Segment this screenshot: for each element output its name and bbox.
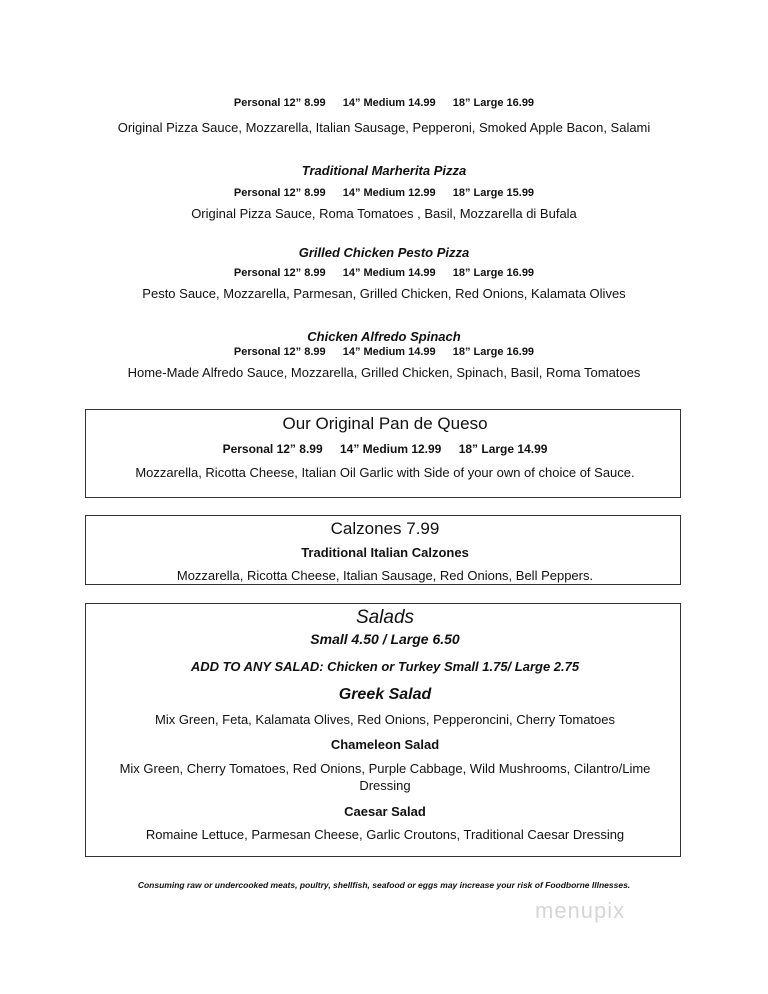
pizza-1-prices	[0, 97, 768, 109]
pizza-2-description: Original Pizza Sauce, Roma Tomatoes , Basil, Mozzarella di Bufala	[191, 206, 577, 221]
greek-salad-description: Mix Green, Feta, Kalamata Olives, Red Onions, Pepperoncini, Cherry Tomatoes	[154, 712, 616, 727]
calzones-description: Mozzarella, Ricotta Cheese, Italian Sausage, Red Onions, Bell Peppers.	[176, 568, 594, 583]
pan-de-queso-prices	[1, 442, 768, 456]
price-large: 18” Large 15.99	[452, 187, 535, 199]
caesar-salad-title: Caesar Salad	[344, 804, 426, 819]
price-large: 18” Large 16.99	[452, 97, 535, 109]
menupix-watermark: menupix	[535, 898, 626, 923]
calzones-subtitle: Traditional Italian Calzones	[301, 545, 469, 560]
pizza-3-title: Grilled Chicken Pesto Pizza	[298, 245, 470, 260]
price-personal: Personal 12” 8.99	[233, 97, 326, 109]
salads-section	[85, 603, 681, 857]
price-personal: Personal 12” 8.99	[222, 442, 323, 456]
price-medium: 14” Medium 14.99	[342, 97, 436, 109]
chameleon-salad-title: Chameleon Salad	[330, 737, 440, 752]
calzones-section	[85, 515, 681, 585]
price-medium: 14” Medium 14.99	[342, 267, 436, 279]
pizza-1-description: Original Pizza Sauce, Mozzarella, Italian Sausage, Pepperoni, Smoked Apple Bacon, Salami	[117, 120, 651, 135]
calzones-title: Calzones 7.99	[330, 519, 440, 538]
price-large: 18” Large 16.99	[452, 267, 535, 279]
pizza-3-prices	[0, 267, 768, 279]
price-personal: Personal 12” 8.99	[233, 187, 326, 199]
pizza-2-prices	[0, 187, 768, 199]
pizza-4-title: Chicken Alfredo Spinach	[307, 329, 461, 344]
greek-salad-title: Greek Salad	[338, 686, 432, 703]
caesar-salad-description: Romaine Lettuce, Parmesan Cheese, Garlic Croutons, Traditional Caesar Dressing	[145, 827, 625, 842]
pizza-2-title: Traditional Marherita Pizza	[301, 163, 467, 178]
price-medium: 14” Medium 14.99	[342, 346, 436, 358]
price-large: 18” Large 14.99	[458, 442, 548, 456]
pan-de-queso-description: Mozzarella, Ricotta Cheese, Italian Oil Garlic with Side of your own of choice of Sauce.	[135, 465, 635, 480]
pizza-4-prices	[0, 346, 768, 358]
pan-de-queso-title: Our Original Pan de Queso	[282, 414, 488, 433]
salads-addon: ADD TO ANY SALAD: Chicken or Turkey Small 1.75/ Large 2.75	[190, 659, 580, 674]
chameleon-salad-description-line2: Dressing	[359, 778, 411, 793]
price-large: 18” Large 16.99	[452, 346, 535, 358]
price-personal: Personal 12” 8.99	[233, 267, 326, 279]
pizza-4-description: Home-Made Alfredo Sauce, Mozzarella, Grilled Chicken, Spinach, Basil, Roma Tomatoes	[127, 365, 641, 380]
foodborne-disclaimer: Consuming raw or undercooked meats, poultry, shellfish, seafood or eggs may increase your risk of Foodborne Illnesses.	[137, 880, 631, 890]
salads-title: Salads	[355, 607, 415, 628]
chameleon-salad-description: Mix Green, Cherry Tomatoes, Red Onions, Purple Cabbage, Wild Mushrooms, Cilantro/Lime	[119, 761, 651, 776]
pizza-3-description: Pesto Sauce, Mozzarella, Parmesan, Grilled Chicken, Red Onions, Kalamata Olives	[142, 286, 626, 301]
price-medium: 14” Medium 12.99	[342, 187, 436, 199]
pan-de-queso-section	[85, 409, 681, 498]
price-personal: Personal 12” 8.99	[233, 346, 326, 358]
salads-sizes: Small 4.50 / Large 6.50	[310, 631, 460, 647]
price-medium: 14” Medium 12.99	[339, 442, 442, 456]
